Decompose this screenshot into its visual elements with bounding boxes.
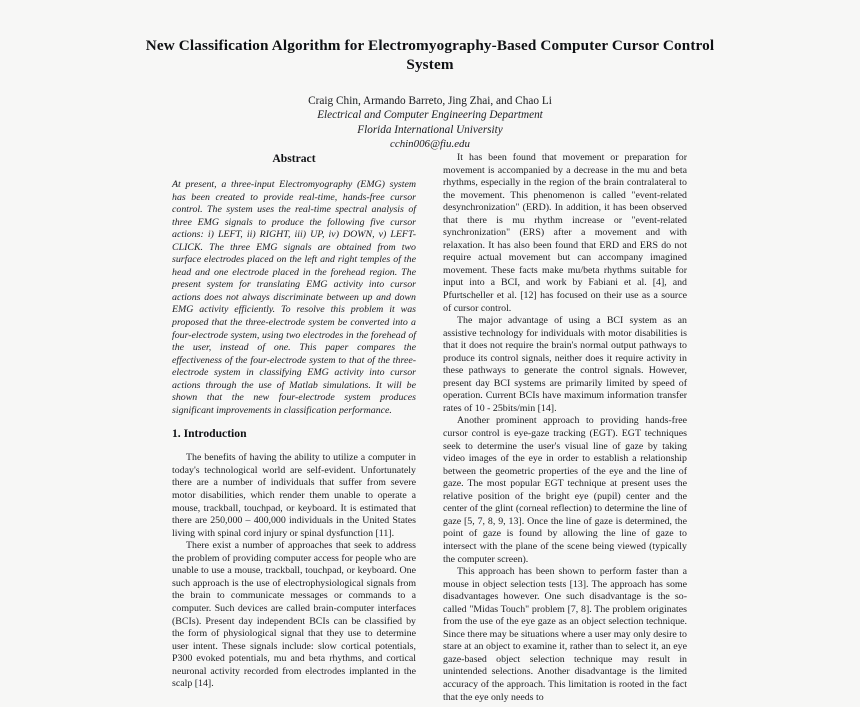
body-columns (172, 152, 688, 703)
right-paragraph-3: Another prominent approach to providing hands-free cursor control is eye-gaze tracking (EGT). EGT techniques seek to determine the user's visual line of gaze by taking video images of the eye in order to establish a relationship between the geometric properties of the eye and the line of gaze. The most popular EGT technique at present uses the relative position of the bright eye (pupil) center and the center of the glint (corneal reflection) to determine the line of gaze [5, 7, 8, 9, 13]. Once the line of gaze is determined, the point of gaze is found by allowing the line of gaze to intersect with the plane of the scene being viewed (typically the computer screen). (443, 415, 687, 565)
author-email: cchin006@fiu.edu (390, 138, 470, 151)
right-paragraph-2: The major advantage of using a BCI system as an assistive technology for individuals with motor disabilities is that it does not require the brain's normal output pathways to produce its control signals, neither does it require activity in these pathways to generate the control signals. However, present day BCI systems are primarily limited by speed of operation. Current BCIs have maximum information transfer rates of 10 - 25bits/min [14]. (443, 315, 687, 414)
right-paragraph-4: This approach has been shown to perform faster than a mouse in object selection tests [13]. The approach has some disadvantages however. One such disadvantage is the so-called "Midas Touch" problem [7, 8]. The problem originates from the use of the eye gaze as an object selection technique. Since there may be situations where a user may only desire to stare at an object to examine it, rather than to select it, an eye gaze-based object selection technique may result in unintended selections. Another disadvantage is the limited accuracy of the approach. This limitation is rooted in the fact that the eye only needs to (443, 566, 687, 703)
left-column (172, 152, 416, 697)
right-column (443, 152, 687, 703)
introduction-heading: 1. Introduction (172, 427, 247, 441)
title-block (0, 0, 860, 152)
author-institution: Florida International University (357, 123, 503, 136)
abstract-text: At present, a three-input Electromyography (EMG) system has been created to provide real-time, hands-free cursor control. The system uses the real-time spectral analysis of three EMG signals to produce the following five cursor actions: i) LEFT, ii) RIGHT, iii) UP, iv) DOWN, v) LEFT-CLICK. The three EMG signals are obtained from two surface electrodes placed on the left and right temples of the head and one electrode placed in the forehead region. The present system for translating EMG activity into cursor actions does not always discriminate between up and down EMG activity efficiently. To resolve this problem it was proposed that the three-electrode system be converted into a four-electrode system, using two electrodes in the forehead of the user, instead of one. This paper compares the effectiveness of the four-electrode system to that of the three-electrode system in classifying EMG activity into cursor actions through the use of Matlab simulations. It will be shown that the new four-electrode system produces significant improvements in classification performance. (172, 179, 416, 416)
right-paragraph-1: It has been found that movement or preparation for movement is accompanied by a decrease in the mu and beta rhythms, especially in the region of the brain contralateral to the movement. This phenomenon is called "event-related desynchronization" (ERD). In addition, it has been observed that there is mu rhythm increase or "event-related synchronization" (ERS) after a movement and with relaxation. It has also been found that ERD and ERS do not require actual movement but can accompany imagined movement. These facts make mu/beta rhythms suitable for input into a BCI, and work by Fabiani et al. [4], and Pfurtscheller et al. [12] has focused on their use as a source of cursor control. (443, 152, 687, 314)
intro-paragraph-1: The benefits of having the ability to utilize a computer in today's technological world are self-evident. Unfortunately there are a number of individuals that suffer from severe motor disabilities, which render them unable to operate a mouse, trackball, touchpad, or keyboard. It is estimated that there are 250,000 – 400,000 individuals in the United States living with spinal cord injury or spinal dysfunction [11]. (172, 452, 416, 539)
abstract-heading: Abstract (272, 152, 316, 165)
intro-paragraph-2: There exist a number of approaches that seek to address the problem of providing computer access for people who are unable to use a mouse, trackball, touchpad, or keyboard. One such approach is the use of electrophysiological signals from the brain to communicate messages or commands to a computer. Such devices are called brain-computer interfaces (BCIs). Present day independent BCIs can be classified by the form of physiological signal that they use to determine user intent. These signals include: slow cortical potentials, P300 evoked potentials, mu and beta rhythms, and cortical neuronal activity recorded from electrodes implanted in the scalp [14]. (172, 540, 416, 690)
author-department: Electrical and Computer Engineering Department (317, 109, 543, 122)
author-list: Craig Chin, Armando Barreto, Jing Zhai, and Chao Li (308, 95, 552, 107)
page-title: New Classification Algorithm for Electromyography-Based Computer Cursor Control System (145, 37, 715, 73)
